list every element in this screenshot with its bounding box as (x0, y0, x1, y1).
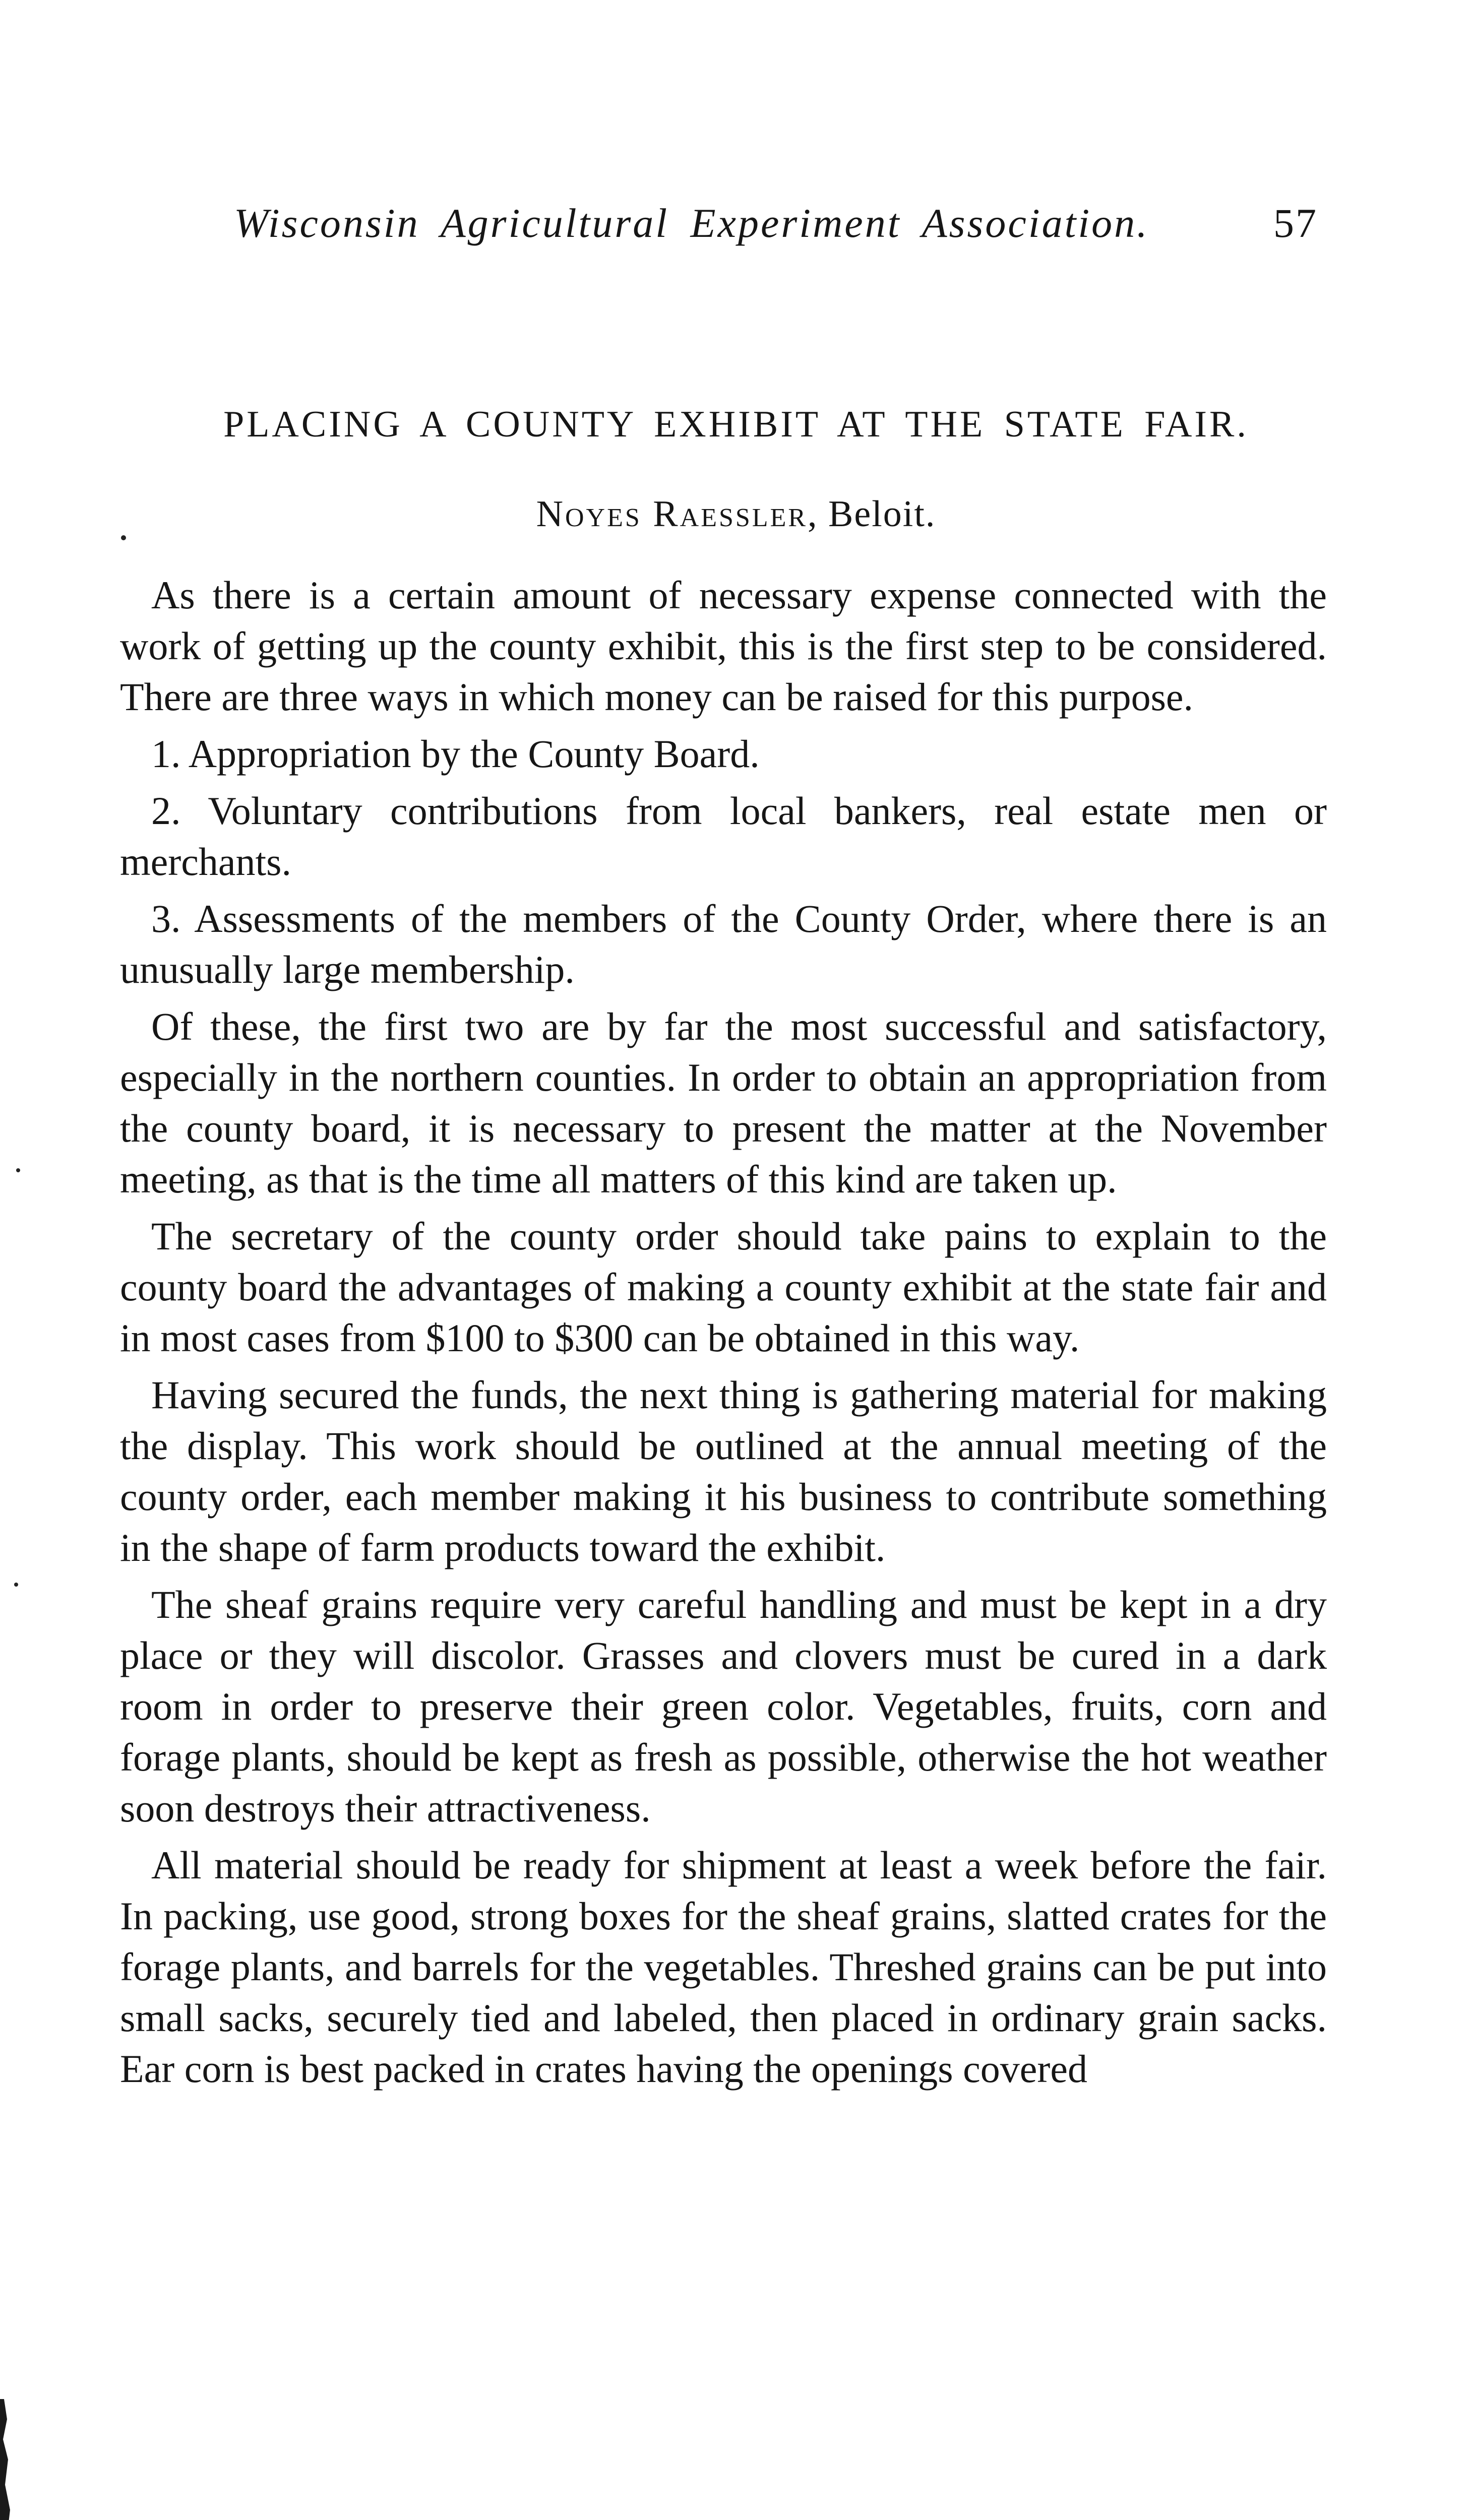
byline-separator: , (808, 493, 829, 535)
print-speck (14, 1583, 18, 1587)
list-item-assessments: 3. Assessments of the members of the County Order, where there is an unusually large membership. (120, 897, 1327, 991)
page-edge-mark (0, 2399, 14, 2520)
page-number: 57 (1273, 200, 1318, 246)
article-body (120, 570, 1327, 2094)
author-location: Beloit. (828, 493, 936, 535)
paragraph-appropriation: Of these, the first two are by far the most successful and satisfactory, especially in the northern counties. In order to obtain an appropriation from the county board, it is necessary to present the matter at the November meeting, as that is the time all matters of this kind are taken up. (120, 1004, 1327, 1201)
running-head-title: Wisconsin Agricultural Experiment Association. (234, 200, 1149, 246)
byline (0, 493, 1472, 536)
article-title: PLACING A COUNTY EXHIBIT AT THE STATE FAIR. (223, 404, 1249, 445)
print-speck (121, 535, 126, 540)
list-item-contributions: 2. Voluntary contributions from local bankers, real estate men or merchants. (120, 789, 1327, 884)
paragraph-expense: As there is a certain amount of necessary expense connected with the work of getting up the county exhibit, this is the first step to be considered. There are three ways in which money can be raised for this purpose. (120, 573, 1327, 719)
author-name: Noyes Raessler (536, 493, 808, 535)
paragraph-secretary: The secretary of the county order should take pains to explain to the county board the advantages of making a county exhibit at the state fair and in most cases from $100 to $300 can be obtained in this way. (120, 1214, 1327, 1360)
print-speck (16, 1168, 20, 1172)
running-head (234, 200, 1318, 260)
list-item-appropriation: 1. Appropriation by the County Board. (151, 732, 760, 776)
paragraph-sheaf-grains: The sheaf grains require very careful handling and must be kept in a dry place or they will discolor. Grasses and clovers must be cured in a dark room in order to preserve their green color. Vegetables, fruits, corn and forage plants, should be kept as fresh as possible, otherwise the hot weather soon destroys their attractiveness. (120, 1583, 1327, 1830)
paragraph-gathering-material: Having secured the funds, the next thing is gathering material for making the display. This work should be outlined at the annual meeting of the county order, each member making it his business to contribute something in the shape of farm products toward the exhibit. (120, 1373, 1327, 1569)
paragraph-packing: All material should be ready for shipment at least a week before the fair. In packing, use good, strong boxes for the sheaf grains, slatted crates for the forage plants, and barrels for the vegetables. Threshed grains can be put into small sacks, securely tied and labeled, then placed in ordinary grain sacks. Ear corn is best packed in crates having the openings covered (120, 1843, 1327, 2091)
